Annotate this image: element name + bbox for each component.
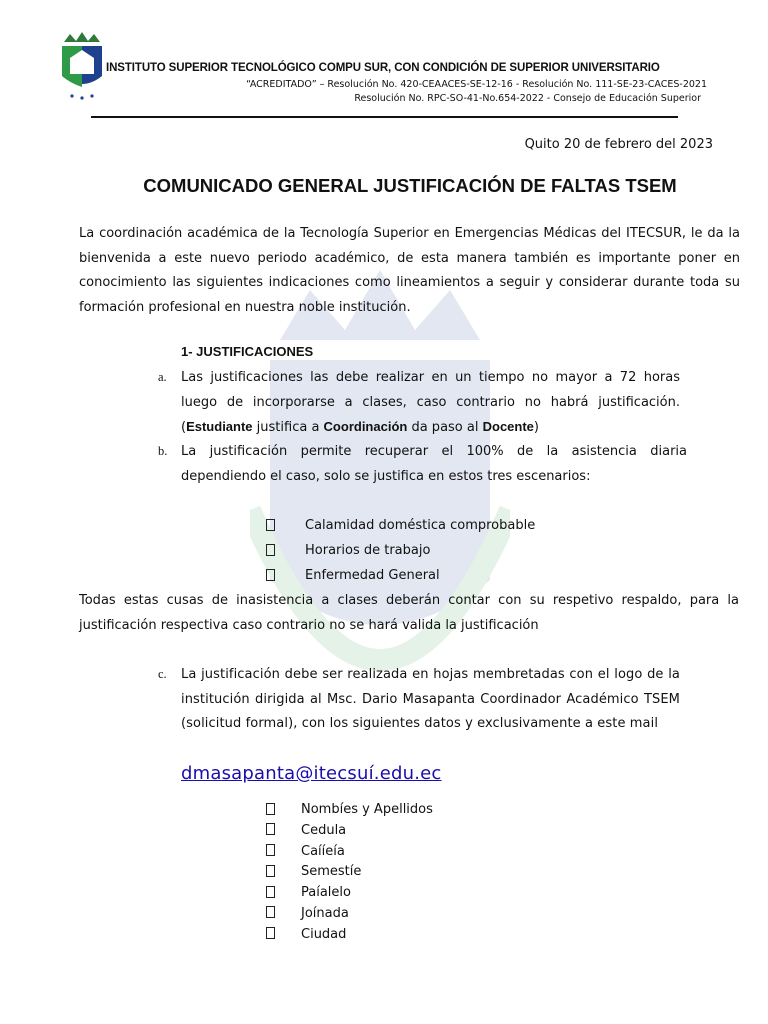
resolution-line: Resolución No. RPC-SO-41-No.654-2022 - Consejo de Educación Superior: [354, 93, 701, 104]
checkbox-bullet-icon: [266, 927, 275, 939]
list-item: Nombíes y Apellidos: [266, 800, 433, 821]
list-item: Ciudad: [266, 925, 433, 946]
list-marker: c.: [158, 667, 167, 681]
list-item: Semestíe: [266, 862, 433, 883]
checkbox-bullet-icon: [266, 865, 275, 877]
section-heading: 1- JUSTIFICACIONES: [181, 344, 314, 359]
list-item-text: La justificación debe ser realizada en hojas membretadas con el logo de la institución dirigida al Msc. Dario Masapanta Coordinador Académico TSEM (solicitud formal), con los siguientes datos y exclusivamente a este mail: [181, 667, 680, 732]
list-item: Joínada: [266, 904, 433, 925]
institution-logo: [58, 32, 106, 104]
list-item: Horarios de trabajo: [266, 538, 535, 563]
checkbox-bullet-icon: [266, 569, 275, 581]
document-title: COMUNICADO GENERAL JUSTIFICACIÓN DE FALTAS TSEM: [143, 175, 677, 196]
list-item: [181, 366, 680, 441]
checkbox-bullet-icon: [266, 519, 275, 531]
checkbox-bullet-icon: [266, 544, 275, 556]
list-item-text: La justificación permite recuperar el 100% de la asistencia diaria dependiendo el caso, solo se justifica en estos tres escenarios:: [181, 444, 687, 484]
scenario-list: [266, 513, 535, 588]
list-marker: b.: [158, 444, 168, 458]
checkbox-bullet-icon: [266, 906, 275, 918]
checkbox-bullet-icon: [266, 886, 275, 898]
required-fields-list: [266, 800, 433, 946]
checkbox-bullet-icon: [266, 803, 275, 815]
document-date: Quito 20 de febrero del 2023: [524, 137, 713, 152]
list-item: Cedula: [266, 821, 433, 842]
intro-paragraph: La coordinación académica de la Tecnología Superior en Emergencias Médicas del ITECSUR, le da la bienvenida a este nuevo periodo académico, de esta manera también es importante poner en conocimiento las siguientes indicaciones como lineamientos a seguir y considerar durante toda su formación profesional en nuestra noble institución.: [79, 226, 740, 315]
list-item: Caííeía: [266, 842, 433, 863]
list-marker: a.: [158, 370, 167, 384]
list-item-note: (Estudiante justifica a Coordinación da paso al Docente): [181, 419, 539, 436]
accreditation-line: “ACREDITADO” – Resolución No. 420-CEAACES-SE-12-16 - Resolución No. 111-SE-23-CACES-2021: [246, 79, 707, 90]
list-item: Enfermedad General: [266, 563, 535, 588]
header-divider: [91, 116, 678, 118]
email-link[interactable]: dmasapanta@itecsuí.edu.ec: [181, 763, 442, 784]
checkbox-bullet-icon: [266, 823, 275, 835]
list-item: Calamidad doméstica comprobable: [266, 513, 535, 538]
list-item-text: Las justificaciones las debe realizar en un tiempo no mayor a 72 horas luego de incorporarse a clases, caso contrario no habrá justificación.: [181, 370, 680, 410]
support-paragraph: Todas estas cusas de inasistencia a clases deberán contar con su respetivo respaldo, para la justificación respectiva caso contrario no se hará valida la justificación: [79, 593, 739, 633]
checkbox-bullet-icon: [266, 844, 275, 856]
institution-name: INSTITUTO SUPERIOR TECNOLÓGICO COMPU SUR, CON CONDICIÓN DE SUPERIOR UNIVERSITARIO: [106, 62, 660, 74]
list-item: Paíalelo: [266, 883, 433, 904]
